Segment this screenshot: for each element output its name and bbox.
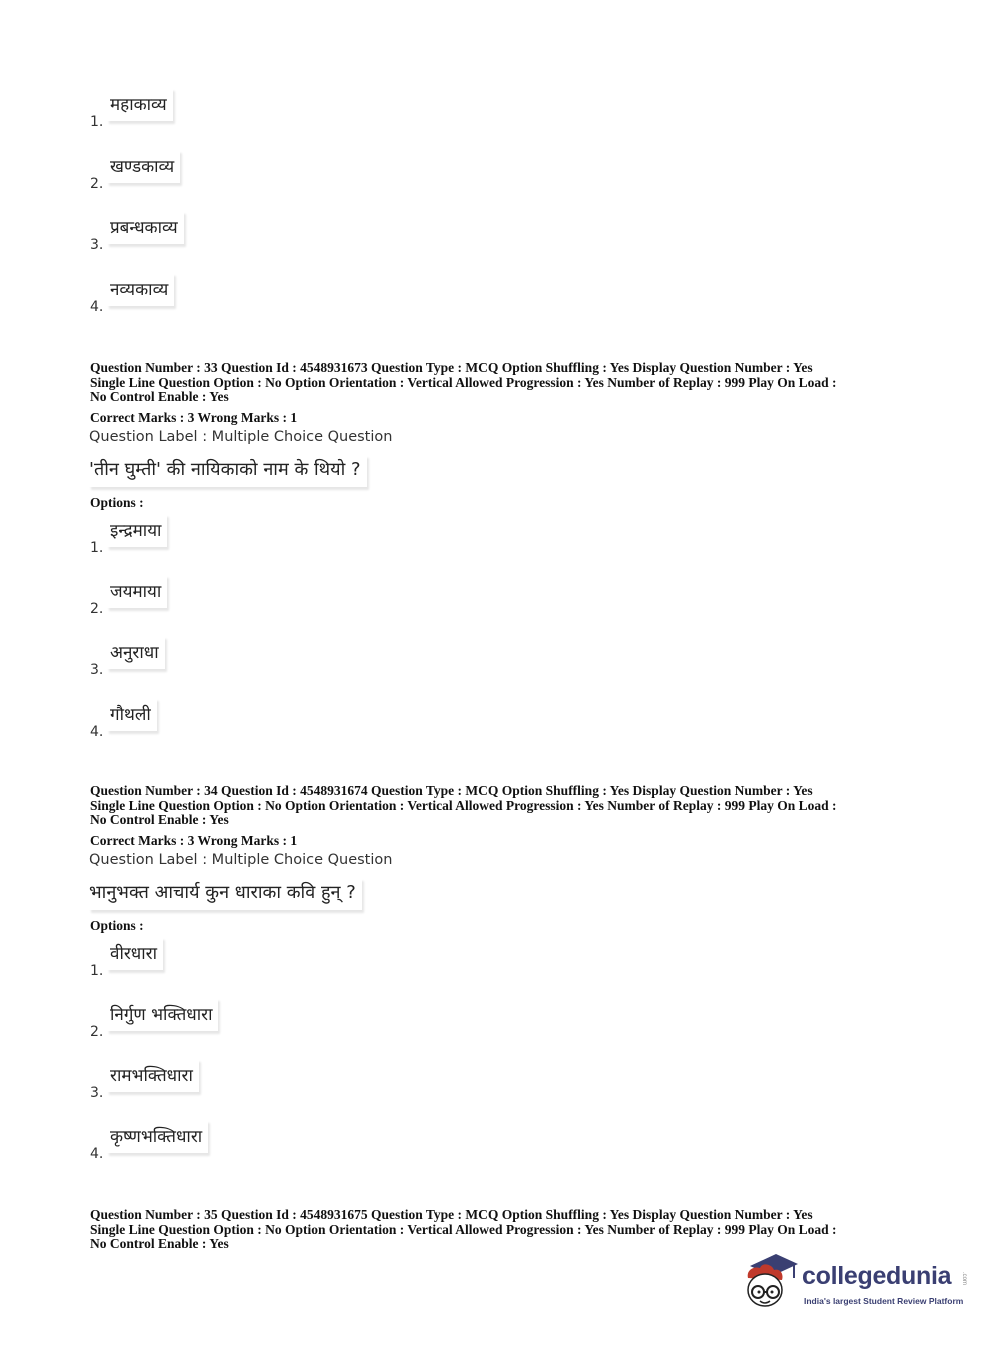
question-34-marks: Correct Marks : 3 Wrong Marks : 1 bbox=[90, 833, 298, 848]
option-number: 1. bbox=[90, 963, 104, 979]
q34-option-2 bbox=[90, 998, 490, 1046]
meta-line: No Control Enable : Yes bbox=[90, 812, 229, 827]
q34-option-3 bbox=[90, 1059, 490, 1107]
option-text: प्रबन्धकाव्य bbox=[107, 211, 184, 244]
q33-option-1 bbox=[90, 514, 490, 562]
option-number: 4. bbox=[90, 724, 104, 740]
option-text: वीरधारा bbox=[107, 937, 163, 970]
prev-option-4 bbox=[90, 273, 490, 321]
meta-line: No Control Enable : Yes bbox=[90, 1236, 229, 1251]
question-33-text: 'तीन घुम्ती' की नायिकाको नाम के थियो ? bbox=[89, 455, 367, 487]
prev-option-2 bbox=[90, 150, 490, 198]
option-number: 3. bbox=[90, 237, 104, 253]
meta-line: Question Number : 34 Question Id : 4548931674 Question Type : MCQ Option Shuffling : Yes Display Question Number : Yes bbox=[90, 783, 813, 798]
option-text: जयमाया bbox=[107, 575, 167, 608]
option-text: महाकाव्य bbox=[107, 88, 173, 121]
meta-line: Single Line Question Option : No Option Orientation : Vertical Allowed Progression : Yes Number of Replay : 999 Play On Load : bbox=[90, 1221, 837, 1237]
option-number: 4. bbox=[90, 1146, 104, 1162]
logo-wordmark: collegedunia bbox=[802, 1262, 952, 1290]
q33-option-4 bbox=[90, 698, 490, 746]
option-number: 1. bbox=[90, 114, 104, 130]
meta-line: Question Number : 33 Question Id : 4548931673 Question Type : MCQ Option Shuffling : Yes Display Question Number : Yes bbox=[90, 360, 813, 375]
q34-option-1 bbox=[90, 937, 490, 985]
graduate-mascot-icon bbox=[742, 1252, 800, 1314]
option-number: 2. bbox=[90, 1024, 104, 1040]
option-text: निर्गुण भक्तिधारा bbox=[107, 998, 218, 1031]
option-number: 4. bbox=[90, 299, 104, 315]
question-34-label: Question Label : Multiple Choice Question bbox=[89, 852, 393, 868]
meta-line: Single Line Question Option : No Option Orientation : Vertical Allowed Progression : Yes Number of Replay : 999 Play On Load : bbox=[90, 374, 837, 390]
option-number: 2. bbox=[90, 601, 104, 617]
prev-option-1 bbox=[90, 88, 490, 136]
option-number: 2. bbox=[90, 176, 104, 192]
option-number: 1. bbox=[90, 540, 104, 556]
collegedunia-logo bbox=[742, 1250, 972, 1320]
option-number: 3. bbox=[90, 662, 104, 678]
meta-line: Question Number : 35 Question Id : 4548931675 Question Type : MCQ Option Shuffling : Yes Display Question Number : Yes bbox=[90, 1207, 813, 1222]
question-34-meta bbox=[90, 784, 920, 828]
option-text: कृष्णभक्तिधारा bbox=[107, 1120, 208, 1153]
question-34-options-heading: Options : bbox=[90, 918, 144, 933]
question-33-options-heading: Options : bbox=[90, 495, 144, 510]
q34-option-4 bbox=[90, 1120, 490, 1168]
q33-option-2 bbox=[90, 575, 490, 623]
prev-option-3 bbox=[90, 211, 490, 259]
question-34-text: भानुभक्त आचार्य कुन धाराका कवि हुन् ? bbox=[89, 878, 362, 910]
logo-tagline: India's largest Student Review Platform bbox=[804, 1296, 964, 1306]
option-text: खण्डकाव्य bbox=[107, 150, 180, 183]
meta-line: Single Line Question Option : No Option Orientation : Vertical Allowed Progression : Yes Number of Replay : 999 Play On Load : bbox=[90, 797, 837, 813]
q33-option-3 bbox=[90, 636, 490, 684]
option-text: गौथली bbox=[107, 698, 157, 731]
question-33-label: Question Label : Multiple Choice Question bbox=[89, 429, 393, 445]
meta-line: No Control Enable : Yes bbox=[90, 389, 229, 404]
logo-suffix: .com bbox=[961, 1272, 967, 1286]
option-text: रामभक्तिधारा bbox=[107, 1059, 199, 1092]
option-number: 3. bbox=[90, 1085, 104, 1101]
question-33-marks: Correct Marks : 3 Wrong Marks : 1 bbox=[90, 410, 298, 425]
option-text: अनुराधा bbox=[107, 636, 165, 669]
option-text: इन्द्रमाया bbox=[107, 514, 167, 547]
question-35-meta bbox=[90, 1208, 920, 1252]
option-text: नव्यकाव्य bbox=[107, 273, 174, 306]
question-33-meta bbox=[90, 361, 920, 405]
